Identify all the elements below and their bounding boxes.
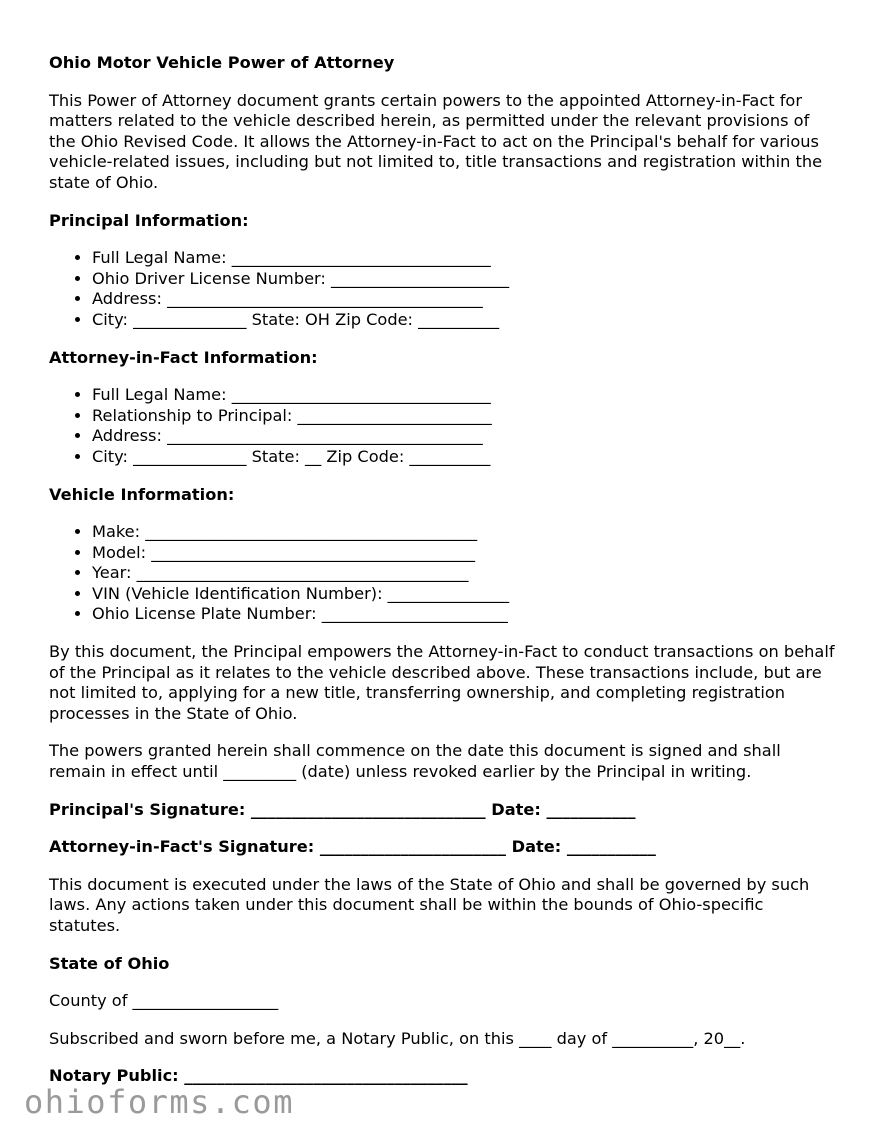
state-heading: State of Ohio — [49, 953, 170, 973]
vehicle-heading: Vehicle Information: — [49, 484, 235, 504]
principal-full-name-field: • Full Legal Name: ________________________________ — [92, 248, 839, 269]
attorney-signature-line: Attorney-in-Fact's Signature: _______________________ Date: ___________ — [49, 837, 656, 857]
vehicle-model-field: • Model: ________________________________________ — [92, 543, 839, 564]
attorney-full-name-field: • Full Legal Name: ________________________________ — [92, 385, 839, 406]
attorney-heading: Attorney-in-Fact Information: — [49, 347, 318, 367]
vehicle-make-field: • Make: _________________________________________ — [92, 522, 839, 543]
principal-city-state-zip-field: • City: ______________ State: OH Zip Code: __________ — [92, 310, 839, 331]
principal-fields-list — [49, 248, 839, 330]
attorney-relationship-field: • Relationship to Principal: ________________________ — [92, 406, 839, 427]
governing-law-paragraph: This document is executed under the laws of the State of Ohio and shall be governed by such laws. Any actions taken under this document shall be within the bounds of Ohio-specific statutes. — [49, 874, 810, 935]
principal-license-field: • Ohio Driver License Number: ______________________ — [92, 269, 839, 290]
vehicle-plate-field: • Ohio License Plate Number: _______________________ — [92, 604, 839, 625]
notary-signature-line: Notary Public: ___________________________________ — [49, 1066, 468, 1086]
attorney-address-field: • Address: _______________________________________ — [92, 426, 839, 447]
vehicle-fields-list — [49, 522, 839, 625]
powers-duration-paragraph: The powers granted herein shall commence on the date this document is signed and shall remain in effect until _________ (date) unless revoked earlier by the Principal in writing. — [49, 741, 781, 782]
document-title: Ohio Motor Vehicle Power of Attorney — [49, 53, 395, 72]
attorney-city-state-zip-field: • City: ______________ State: __ Zip Code: __________ — [92, 447, 839, 468]
principal-heading: Principal Information: — [49, 210, 249, 230]
watermark: ohioforms.com — [24, 1083, 294, 1121]
county-line: County of __________________ — [49, 991, 279, 1011]
principal-address-field: • Address: _______________________________________ — [92, 289, 839, 310]
document-body — [49, 53, 839, 1087]
empower-paragraph: By this document, the Principal empowers the Attorney-in-Fact to conduct transactions on behalf of the Principal as it relates to the vehicle described above. These transactions include, but are not limited to, applying for a new title, transferring ownership, and completing registration processes in the State of Ohio. — [49, 642, 835, 723]
intro-paragraph: This Power of Attorney document grants certain powers to the appointed Attorney-in-Fact for matters related to the vehicle described herein, as permitted under the relevant provisions of the Ohio Revised Code. It allows the Attorney-in-Fact to act on the Principal's behalf for various vehicle-related issues, including but not limited to, title transactions and registration within the state of Ohio. — [49, 90, 823, 192]
vehicle-year-field: • Year: _________________________________________ — [92, 563, 839, 584]
vehicle-vin-field: • VIN (Vehicle Identification Number): _______________ — [92, 584, 839, 605]
sworn-statement-line: Subscribed and sworn before me, a Notary Public, on this ____ day of __________, 20__. — [49, 1028, 746, 1048]
principal-signature-line: Principal's Signature: _____________________________ Date: ___________ — [49, 799, 636, 819]
attorney-fields-list — [49, 385, 839, 467]
